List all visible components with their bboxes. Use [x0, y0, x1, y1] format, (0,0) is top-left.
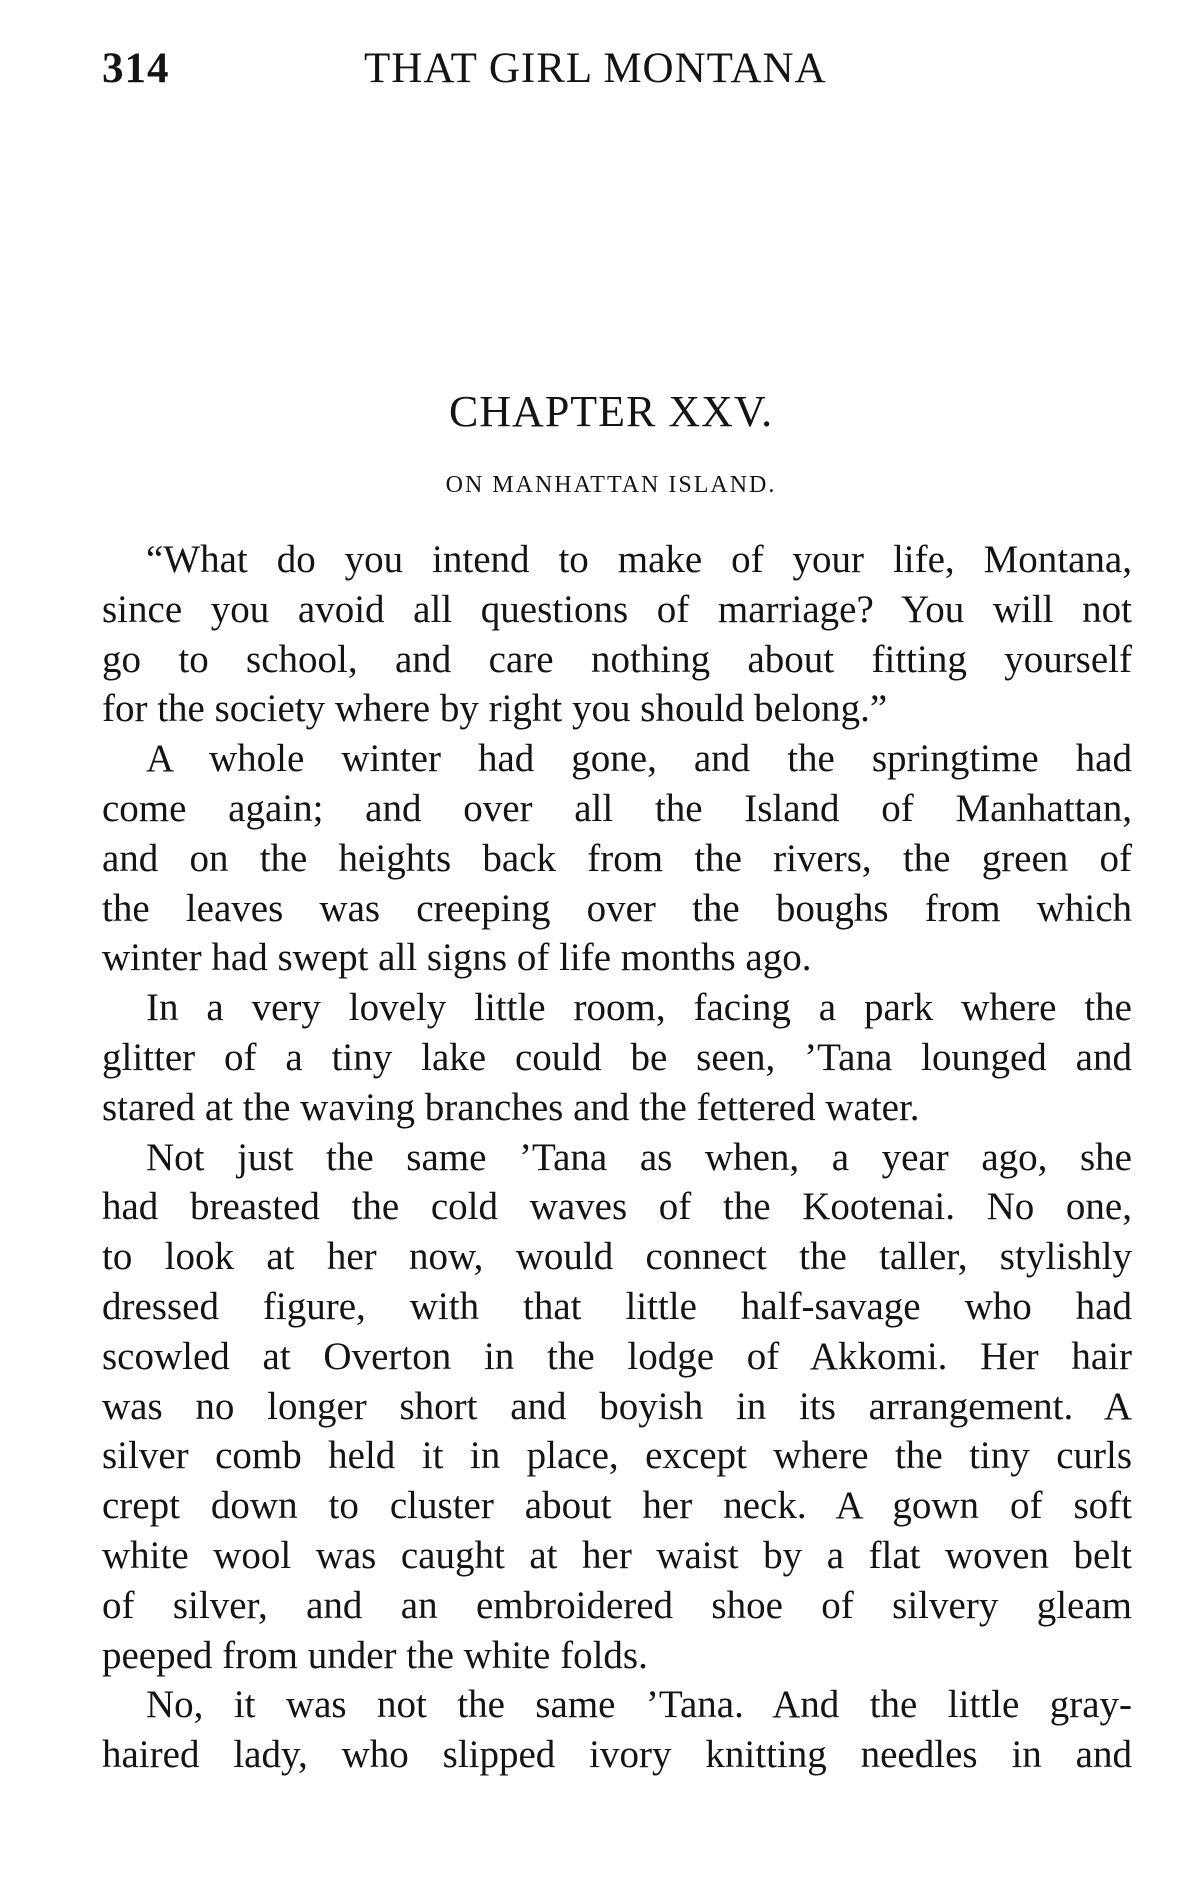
text-line: No, it was not the same ’Tana. And the little gray-	[146, 1683, 1132, 1727]
text-line: glitter of a tiny lake could be seen, ’Tana lounged and	[102, 1035, 1132, 1079]
text-line: for the society where by right you should belong.”	[102, 687, 888, 731]
text-line: haired lady, who slipped ivory knitting needles in and	[102, 1733, 1132, 1777]
text-line: of silver, and an embroidered shoe of silvery gleam	[102, 1583, 1132, 1627]
running-head	[102, 44, 1132, 94]
text-line: “What do you intend to make of your life, Montana,	[146, 538, 1132, 581]
text-line: dressed figure, with that little half-savage who had	[102, 1284, 1132, 1328]
chapter-title: CHAPTER XXV.	[448, 387, 774, 436]
text-line: stared at the waving branches and the fettered water.	[102, 1085, 920, 1129]
text-line: winter had swept all signs of life months ago.	[102, 936, 812, 980]
text-line: had breasted the cold waves of the Kootenai. No one,	[102, 1185, 1132, 1229]
text-line: silver comb held it in place, except where the tiny curls	[102, 1434, 1132, 1478]
text-line: scowled at Overton in the lodge of Akkomi. Her hair	[102, 1334, 1132, 1378]
running-title: THAT GIRL MONTANA	[364, 45, 827, 92]
text-line: In a very lovely little room, facing a park where the	[146, 986, 1132, 1030]
text-line: the leaves was creeping over the boughs from which	[102, 886, 1132, 930]
text-line: since you avoid all questions of marriage? You will not	[102, 587, 1132, 631]
page-number: 314	[102, 45, 170, 92]
text-line: A whole winter had gone, and the springtime had	[146, 737, 1132, 781]
body-text	[102, 535, 1132, 1780]
text-line: come again; and over all the Island of Manhattan,	[102, 786, 1132, 830]
text-line: peeped from under the white folds.	[102, 1633, 648, 1677]
chapter-subtitle: ON MANHATTAN ISLAND.	[445, 472, 777, 498]
text-line: and on the heights back from the rivers, the green of	[102, 836, 1132, 880]
text-line: Not just the same ’Tana as when, a year ago, she	[146, 1135, 1132, 1179]
text-line: white wool was caught at her waist by a flat woven belt	[102, 1533, 1132, 1577]
text-line: was no longer short and boyish in its arrangement. A	[102, 1384, 1132, 1428]
text-line: to look at her now, would connect the taller, stylishly	[102, 1235, 1132, 1279]
text-line: go to school, and care nothing about fitting yourself	[102, 637, 1132, 681]
text-line: crept down to cluster about her neck. A gown of soft	[102, 1484, 1132, 1528]
